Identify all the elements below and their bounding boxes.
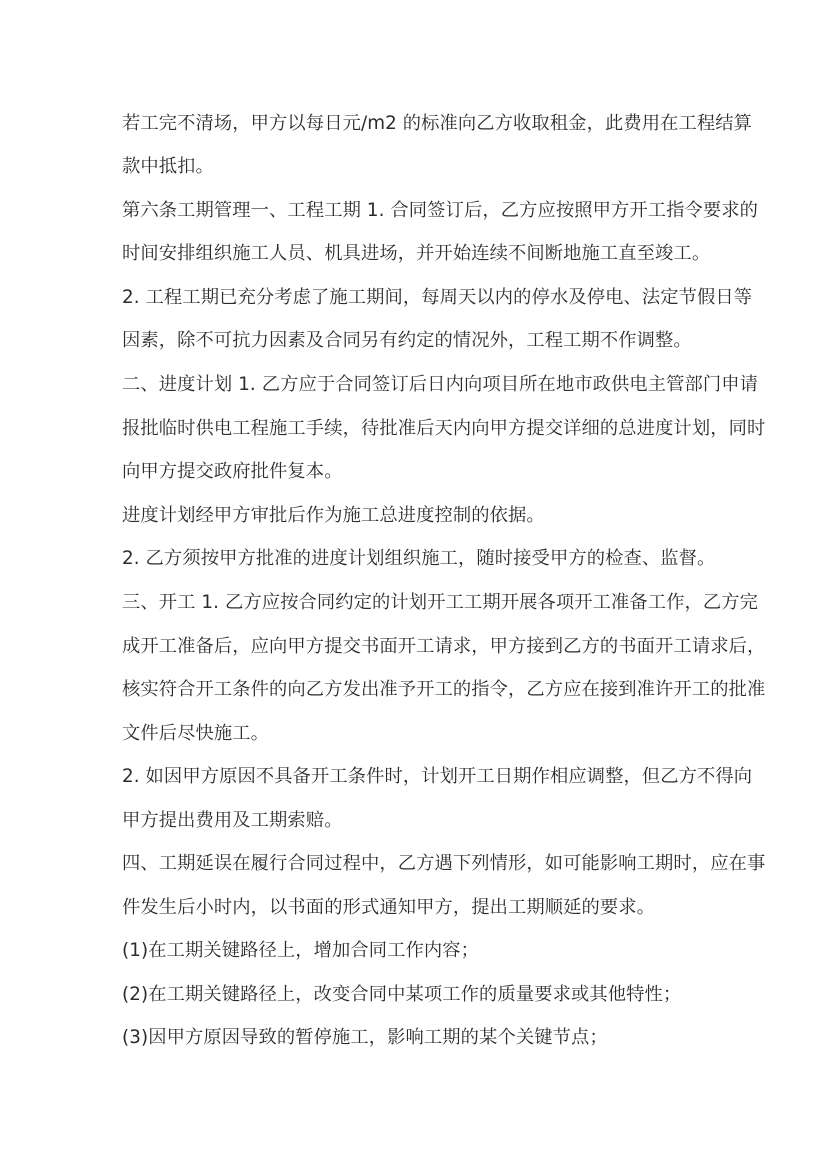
text-line: 进度计划经甲方审批后作为施工总进度控制的依据。	[122, 505, 545, 526]
text-line: 成开工准备后，应向甲方提交书面开工请求，甲方接到乙方的书面开工请求后，	[122, 636, 766, 657]
text-line: 因素，除不可抗力因素及合同另有约定的情况外，工程工期不作调整。	[122, 330, 692, 351]
text-line: 四、工期延误在履行合同过程中，乙方遇下列情形，如可能影响工期时，应在事	[122, 853, 766, 874]
text-line: 三、开工 1. 乙方应按合同约定的计划开工工期开展各项开工准备工作，乙方完	[122, 592, 759, 613]
text-line: 时间安排组织施工人员、机具进场，并开始连续不间断地施工直至竣工。	[122, 243, 711, 264]
text-line: (2)在工期关键路径上，改变合同中某项工作的质量要求或其他特性；	[122, 984, 682, 1005]
text-line: 报批临时供电工程施工手续，待批准后天内向甲方提交详细的总进度计划，同时	[122, 418, 766, 439]
text-line: 向甲方提交政府批件复本。	[122, 461, 343, 482]
text-line: (3)因甲方原因导致的暂停施工，影响工期的某个关键节点；	[122, 1027, 608, 1048]
text-line: 2. 如因甲方原因不具备开工条件时，计划开工日期作相应调整，但乙方不得向	[122, 766, 753, 787]
text-line: (1)在工期关键路径上，增加合同工作内容；	[122, 940, 480, 961]
text-line: 2. 乙方须按甲方批准的进度计划组织施工，随时接受甲方的检查、监督。	[122, 548, 716, 569]
text-line: 核实符合开工条件的向乙方发出准予开工的指令，乙方应在接到准许开工的批准	[122, 679, 766, 700]
text-line: 若工完不清场，甲方以每日元/m2 的标准向乙方收取租金，此费用在工程结算	[122, 113, 753, 134]
text-line: 款中抵扣。	[122, 156, 214, 177]
text-line: 件发生后小时内，以书面的形式通知甲方，提出工期顺延的要求。	[122, 897, 656, 918]
text-line: 甲方提出费用及工期索赔。	[122, 810, 343, 831]
text-line: 二、进度计划 1. 乙方应于合同签订后日内向项目所在地市政供电主管部门申请	[122, 374, 759, 395]
text-line: 第六条工期管理一、工程工期 1. 合同签订后，乙方应按照甲方开工指令要求的	[122, 200, 759, 221]
text-line: 文件后尽快施工。	[122, 723, 270, 744]
text-line: 2. 工程工期已充分考虑了施工期间，每周天以内的停水及停电、法定节假日等	[122, 287, 753, 308]
